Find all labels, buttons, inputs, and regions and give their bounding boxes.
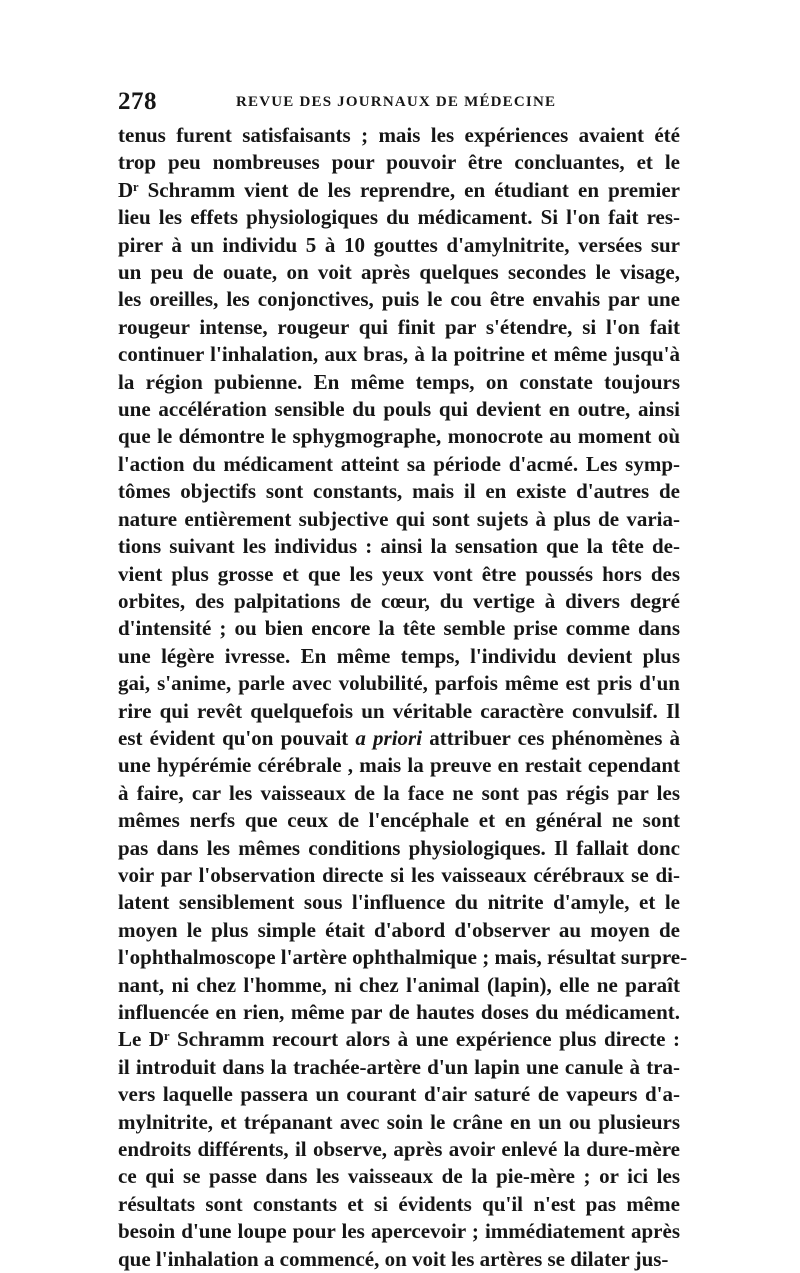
text-line: que le démontre le sphygmographe, monocrote au moment où bbox=[118, 424, 680, 449]
text-line: orbites, des palpitations de cœur, du vertige à divers degré bbox=[118, 588, 680, 613]
text-line: une légère ivresse. En même temps, l'individu devient plus bbox=[118, 643, 680, 668]
text-line: latent sensiblement sous l'influence du nitrite d'amyle, et le bbox=[118, 890, 680, 915]
text-line: rire qui revêt quelquefois un véritable caractère convulsif. Il bbox=[118, 698, 680, 723]
text-line: tions suivant les individus : ainsi la sensation que la tête de- bbox=[118, 534, 680, 559]
text-line: Dʳ Schramm vient de les reprendre, en étudiant en premier bbox=[118, 177, 680, 202]
text-line: mylnitrite, et trépanant avec soin le crâne en un ou plusieurs bbox=[118, 1109, 680, 1134]
text-line: que l'inhalation a commencé, on voit les artères se dilater jus- bbox=[118, 1246, 669, 1271]
text-line: endroits différents, il observe, après avoir enlevé la dure-mère bbox=[118, 1137, 680, 1162]
text-line: les oreilles, les conjonctives, puis le cou être envahis par une bbox=[118, 287, 680, 312]
text-line: pas dans les mêmes conditions physiologiques. Il fallait donc bbox=[118, 835, 680, 860]
page-header bbox=[118, 88, 678, 118]
text-line: pirer à un individu 5 à 10 gouttes d'amylnitrite, versées sur bbox=[118, 232, 680, 257]
text-line: moyen le plus simple était d'abord d'observer au moyen de bbox=[118, 917, 680, 942]
text-line: est évident qu'on pouvait a priori attribuer ces phénomènes à bbox=[118, 725, 681, 750]
text-line: tômes objectifs sont constants, mais il en existe d'autres de bbox=[118, 479, 680, 504]
text-line: tenus furent satisfaisants ; mais les expériences avaient été bbox=[118, 123, 680, 147]
text-line: voir par l'observation directe si les vaisseaux cérébraux se di- bbox=[118, 862, 680, 887]
running-title: REVUE DES JOURNAUX DE MÉDECINE bbox=[236, 94, 557, 110]
text-line: trop peu nombreuses pour pouvoir être concluantes, et le bbox=[118, 150, 680, 175]
text-line: il introduit dans la trachée-artère d'un lapin une canule à tra- bbox=[118, 1054, 680, 1079]
text-line: gai, s'anime, parle avec volubilité, parfois même est pris d'un bbox=[118, 671, 680, 696]
text-line: d'intensité ; ou bien encore la tête semble prise comme dans bbox=[118, 616, 680, 641]
text-line: la région pubienne. En même temps, on constate toujours bbox=[118, 369, 680, 394]
text-line: mêmes nerfs que ceux de l'encéphale et en général ne sont bbox=[118, 808, 680, 833]
text-line: vers laquelle passera un courant d'air saturé de vapeurs d'a- bbox=[118, 1082, 680, 1107]
body-paragraph bbox=[118, 122, 688, 1273]
text-line: un peu de ouate, on voit après quelques secondes le visage, bbox=[118, 260, 680, 285]
text-line: une hypérémie cérébrale , mais la preuve en restait cependant bbox=[118, 753, 680, 778]
text-line: ce qui se passe dans les vaisseaux de la pie-mère ; or ici les bbox=[118, 1164, 680, 1189]
text-line: Le Dʳ Schramm recourt alors à une expérience plus directe : bbox=[118, 1027, 680, 1052]
page-number: 278 bbox=[118, 88, 157, 115]
text-line: nature entièrement subjective qui sont sujets à plus de varia- bbox=[118, 506, 680, 531]
text-line: nant, ni chez l'homme, ni chez l'animal (lapin), elle ne paraît bbox=[118, 972, 680, 997]
italic-phrase: a priori bbox=[355, 725, 423, 750]
text-line: résultats sont constants et si évidents qu'il n'est pas même bbox=[118, 1191, 680, 1216]
text-line: une accélération sensible du pouls qui devient en outre, ainsi bbox=[118, 397, 680, 422]
text-line: rougeur intense, rougeur qui finit par s'étendre, si l'on fait bbox=[118, 314, 680, 339]
text-line: l'ophthalmoscope l'artère ophthalmique ; mais, résultat surpre- bbox=[118, 945, 688, 970]
text-line: lieu les effets physiologiques du médicament. Si l'on fait res- bbox=[118, 205, 680, 230]
text-line: besoin d'une loupe pour les apercevoir ; immédiatement après bbox=[118, 1219, 680, 1244]
text-line: l'action du médicament atteint sa période d'acmé. Les symp- bbox=[118, 451, 680, 476]
text-line: vient plus grosse et que les yeux vont être poussés hors des bbox=[118, 561, 680, 586]
text-line: continuer l'inhalation, aux bras, à la poitrine et même jusqu'à bbox=[118, 342, 680, 367]
text-line: influencée en rien, même par de hautes doses du médicament. bbox=[118, 1000, 680, 1024]
text-line: à faire, car les vaisseaux de la face ne sont pas régis par les bbox=[118, 780, 680, 805]
